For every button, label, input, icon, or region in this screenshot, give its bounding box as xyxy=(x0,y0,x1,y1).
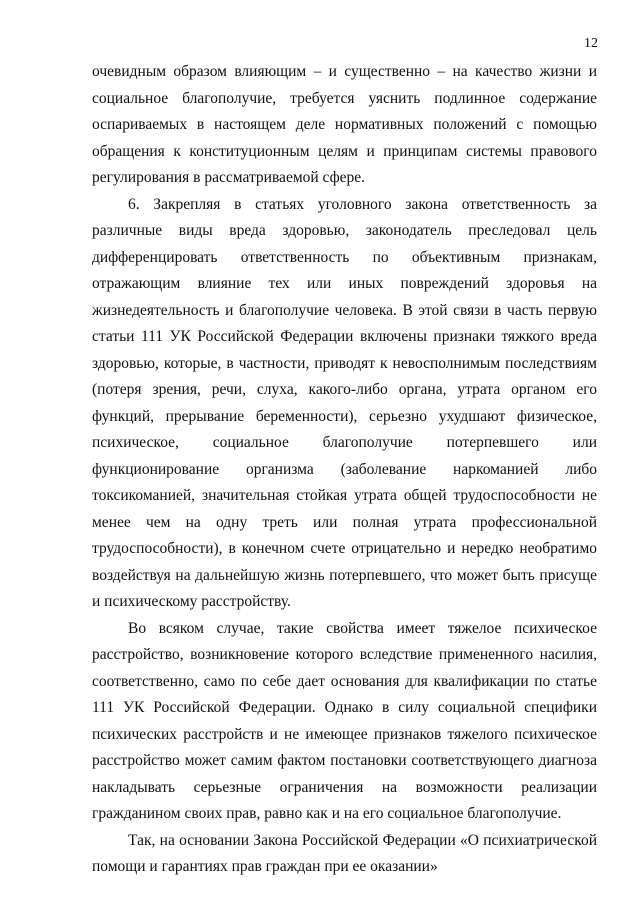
paragraph-mental-disorder: Во всяком случае, такие свойства имеет тяжелое психическое расстройство, возникновение которого вследствие примененного насилия, соответственно, само по себе дает основания для квалификации по статье 111 УК Российской Федерации. Однако в силу социальной специфики психических расстройств и не имеющее признаков тяжелого психическое расстройство может самим фактом постановки соответствующего диагноза накладывать серьезные ограничения на возможности реализации гражданином своих прав, равно как и на его социальное благополучие. xyxy=(92,619,597,822)
page-number: 12 xyxy=(584,36,598,51)
document-body xyxy=(92,59,597,881)
paragraph-section-6: 6. Закрепляя в статьях уголовного закона ответственность за различные виды вреда здоровью, законодатель преследовал цель дифференцировать ответственность по объективным признакам, отражающим влияние тех или иных повреждений здоровья на жизнедеятельность и благополучие человека. В этой связи в часть первую статьи 111 УК Российской Федерации включены признаки тяжкого вреда здоровью, которые, в частности, приводят к невосполнимым последствиям (потеря зрения, речи, слуха, какого-либо органа, утрата органом его функций, прерывание беременности), серьезно ухудшают физическое, психическое, социальное благополучие потерпевшего или функционирование организма (заболевание наркоманией либо токсикоманией, значительная стойкая утрата общей трудоспособности не менее чем на одну треть или полная утрата профессиональной трудоспособности), в конечном счете отрицательно и нередко необратимо воздействуя на дальнейшую жизнь потерпевшего, что может быть присуще и психическому расстройству. xyxy=(92,195,597,610)
paragraph-law-reference: Так, на основании Закона Российской Федерации «О психиатрической помощи и гарантиях прав граждан при ее оказании» xyxy=(92,831,597,875)
paragraph-continuation: очевидным образом влияющим – и существенно – на качество жизни и социальное благополучие, требуется уяснить подлинное содержание оспариваемых в настоящем деле нормативных положений с помощью обращения к конституционным целям и принципам системы правового регулирования в рассматриваемой сфере. xyxy=(92,63,597,186)
